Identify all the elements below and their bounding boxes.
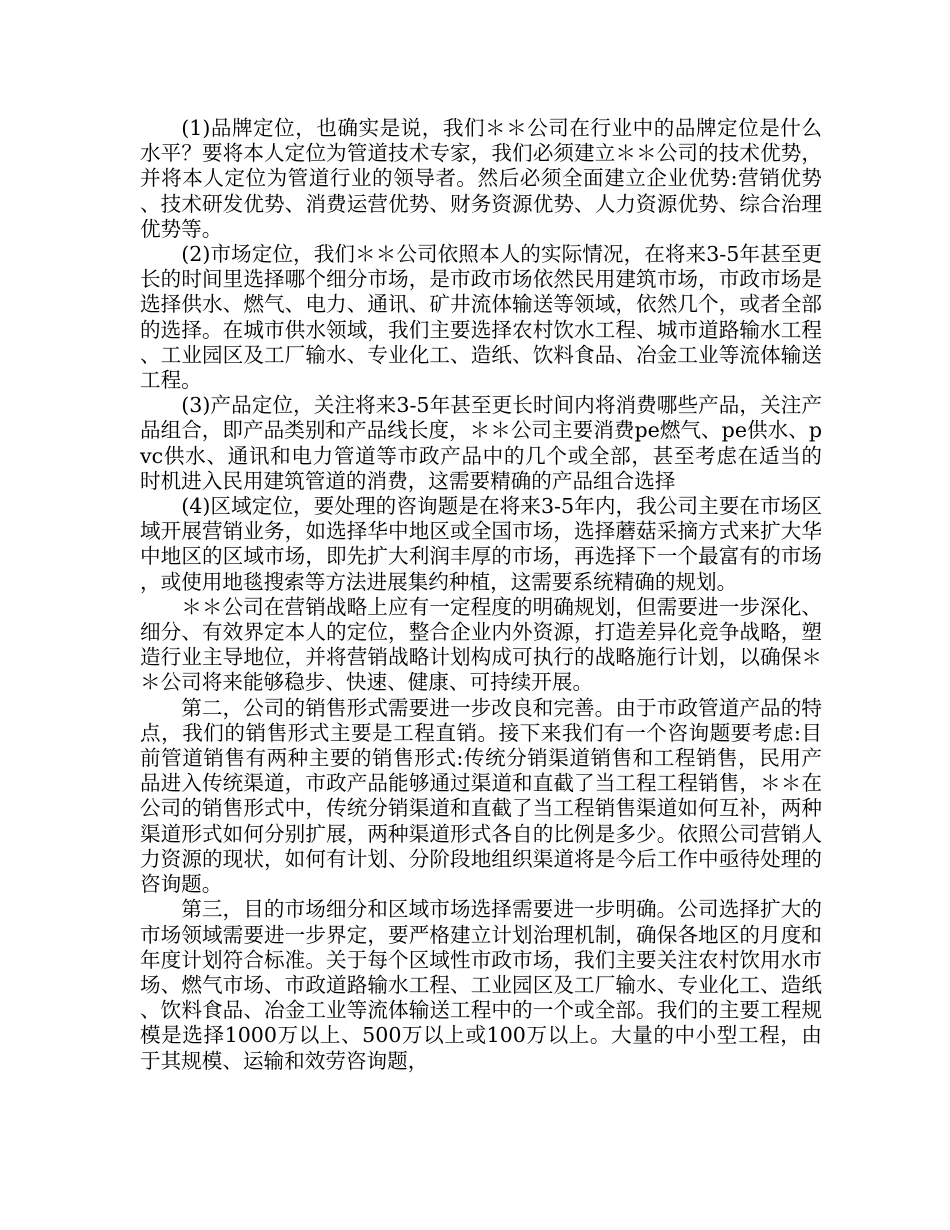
paragraph-sales-model: 第二，公司的销售形式需要进一步改良和完善。由于市政管道产品的特点，我们的销售形式主要是工程直销。接下来我们有一个咨询题要考虑:目前管道销售有两种主要的销售形式:传统分销渠道销售和工程销售，民用产品进入传统渠道，市政产品能够通过渠道和直截了当工程工程销售，＊＊在公司的销售形式中，传统分销渠道和直截了当工程销售渠道如何互补，两种渠道形式如何分别扩展，两种渠道形式各自的比例是多少。依照公司营销人力资源的现状，如何有计划、分阶段地组织渠道将是今后工作中亟待处理的咨询题。 — [140, 695, 822, 897]
document-body — [140, 116, 822, 1074]
paragraph-product-positioning: (3)产品定位，关注将来3-5年甚至更长时间内将消费哪些产品，关注产品组合，即产品类别和产品线长度，＊＊公司主要消费pe燃气、pe供水、pvc供水、通讯和电力管道等市政产品中的几个或全部，甚至考虑在适当的时机进入民用建筑管道的消费，这需要精确的产品组合选择 — [140, 393, 822, 493]
paragraph-strategy-summary: ＊＊公司在营销战略上应有一定程度的明确规划，但需要进一步深化、细分、有效界定本人的定位，整合企业内外资源，打造差异化竞争战略，塑造行业主导地位，并将营销战略计划构成可执行的战略施行计划，以确保＊＊公司将来能够稳步、快速、健康、可持续开展。 — [140, 594, 822, 695]
paragraph-brand-positioning: (1)品牌定位，也确实是说，我们＊＊公司在行业中的品牌定位是什么水平？要将本人定位为管道技术专家，我们必须建立＊＊公司的技术优势，并将本人定位为管道行业的领导者。然后必须全面建立企业优势:营销优势、技术研发优势、消费运营优势、财务资源优势、人力资源优势、综合治理优势等。 — [140, 116, 822, 241]
paragraph-region-positioning: (4)区域定位，要处理的咨询题是在将来3-5年内，我公司主要在市场区域开展营销业务，如选择华中地区或全国市场，选择蘑菇采摘方式来扩大华中地区的区域市场，即先扩大利润丰厚的市场，再选择下一个最富有的市场，或使用地毯搜索等方法进展集约种植，这需要系统精确的规划。 — [140, 494, 822, 594]
paragraph-market-segmentation: 第三，目的市场细分和区域市场选择需要进一步明确。公司选择扩大的市场领域需要进一步界定，要严格建立计划治理机制，确保各地区的月度和年度计划符合标准。关于每个区域性市政市场，我们主要关注农村饮用水市场、燃气市场、市政道路输水工程、工业园区及工厂输水、专业化工、造纸、饮料食品、冶金工业等流体输送工程中的一个或全部。我们的主要工程规模是选择1000万以上、500万以上或100万以上。大量的中小型工程，由于其规模、运输和效劳咨询题， — [140, 897, 822, 1073]
paragraph-market-positioning: (2)市场定位，我们＊＊公司依照本人的实际情况，在将来3-5年甚至更长的时间里选择哪个细分市场，是市政市场依然民用建筑市场，市政市场是选择供水、燃气、电力、通讯、矿井流体输送等领域，依然几个，或者全部的选择。在城市供水领域，我们主要选择农村饮水工程、城市道路输水工程、工业园区及工厂输水、专业化工、造纸、饮料食品、冶金工业等流体输送工程。 — [140, 242, 822, 393]
